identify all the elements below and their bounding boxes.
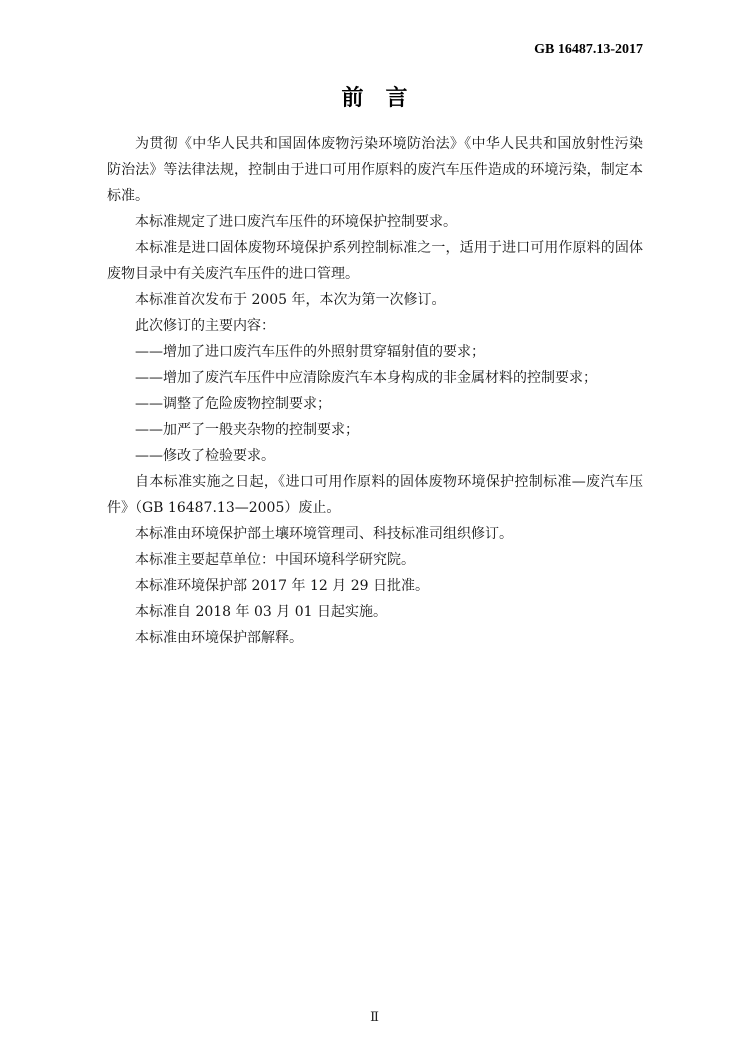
foreword-paragraph: 本标准由环境保护部土壤环境管理司、科技标准司组织修订。 xyxy=(135,526,513,542)
foreword-paragraph: 本标准首次发布于 2005 年，本次为第一次修订。 xyxy=(135,292,446,308)
foreword-paragraph: 为贯彻《中华人民共和国固体废物污染环境防治法》《中华人民共和国放射性污染防治法》等法律法规，控制由于进口可用作原料的废汽车压件造成的环境污染，制定本标准。 xyxy=(107,136,643,204)
foreword-paragraph: 本标准由环境保护部解释。 xyxy=(135,630,303,646)
revision-item: ——加严了一般夹杂物的控制要求； xyxy=(135,422,359,438)
foreword-paragraph: 本标准是进口固体废物环境保护系列控制标准之一，适用于进口可用作原料的固体废物目录中有关废汽车压件的进口管理。 xyxy=(107,240,643,282)
revision-item: ——修改了检验要求。 xyxy=(135,448,275,464)
revision-item: ——调整了危险废物控制要求； xyxy=(135,396,331,412)
foreword-paragraph: 自本标准实施之日起，《进口可用作原料的固体废物环境保护控制标准—废汽车压件》（GB 16487.13—2005）废止。 xyxy=(107,474,643,516)
revision-item: ——增加了进口废汽车压件的外照射贯穿辐射值的要求； xyxy=(135,344,485,360)
page-number: Ⅱ xyxy=(370,1010,379,1025)
revision-item: ——增加了废汽车压件中应清除废汽车本身构成的非金属材料的控制要求； xyxy=(135,370,597,386)
standard-number: GB 16487.13-2017 xyxy=(534,42,643,57)
foreword-paragraph: 本标准自 2018 年 03 月 01 日起实施。 xyxy=(135,604,387,620)
foreword-paragraph: 此次修订的主要内容： xyxy=(135,318,275,334)
foreword-body xyxy=(107,131,643,651)
foreword-paragraph: 本标准环境保护部 2017 年 12 月 29 日批准。 xyxy=(135,578,429,594)
document-title: 前 言 xyxy=(341,85,408,111)
foreword-paragraph: 本标准主要起草单位：中国环境科学研究院。 xyxy=(135,552,415,568)
foreword-paragraph: 本标准规定了进口废汽车压件的环境保护控制要求。 xyxy=(135,214,457,230)
